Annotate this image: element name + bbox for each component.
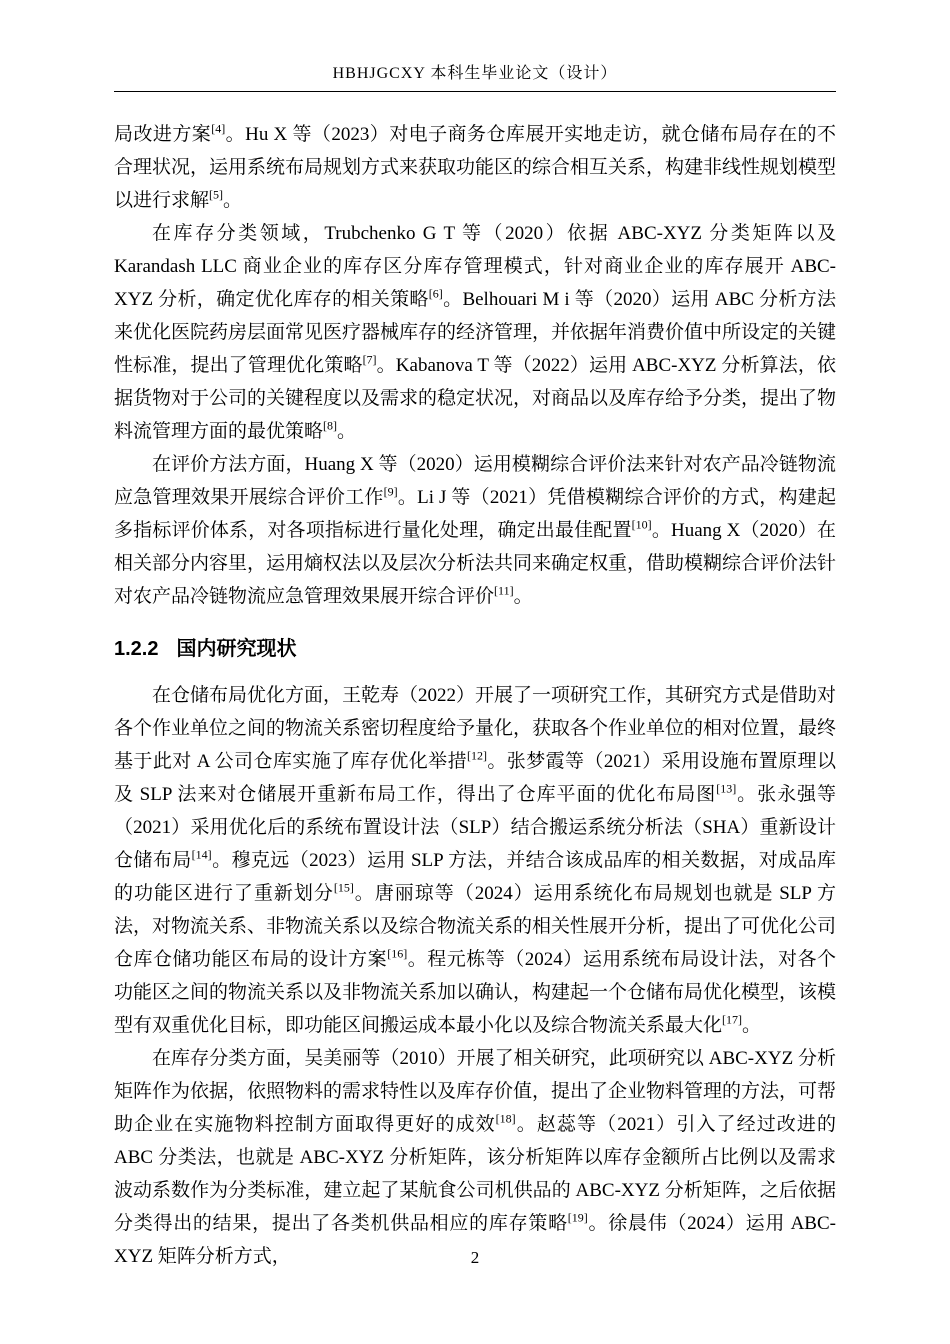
citation-marker: [14] [191,847,212,862]
paragraph [114,679,836,1042]
text-run: 。 [337,421,357,442]
citation-marker: [12] [466,748,487,763]
citation-marker: [10] [631,517,652,532]
text-run: 。Kabanova T 等（2022）运用 ABC-XYZ 分析算法，依据货物对于公司的关键程度以及需求的稳定状况，对商品以及库存给予分类，提出了物料流管理方面的最优策略 [114,355,837,442]
text-run: 。程元栋等（2024）运用系统布局设计法，对各个功能区之间的物流关系以及非物流关系加以确认，构建起一个仓储布局优化模型，该模型有双重优化目标，即功能区间搬运成本最小化以及综合物流关系最大化 [114,949,837,1036]
text-run: 。 [513,586,533,607]
citation-marker: [6] [428,286,443,301]
footer-page-number: 2 [470,1248,480,1267]
paragraph [114,448,836,613]
citation-marker: [19] [567,1210,588,1225]
text-run: 。Belhouari M i 等（2020）运用 ABC 分析方法来优化医院药房层面常见医疗器械库存的经济管理，并依据年消费价值中所设定的关键性标准，提出了管理优化策略 [114,289,837,376]
citation-marker: [13] [716,781,737,796]
text-run: 。张永强等（2021）采用优化后的系统布置设计法（SLP）结合搬运系统分析法（SHA）重新设计仓储布局 [114,784,836,871]
section-heading [114,635,836,663]
citation-marker: [7] [362,352,377,367]
page-footer [0,1248,950,1268]
text-run: 。唐丽琼等（2024）运用系统化布局规划也就是 SLP 方法，对物流关系、非物流关系以及综合物流关系的相关性展开分析，提出了可优化公司仓库仓储功能区布局的设计方案 [114,883,837,970]
citation-marker: [9] [383,484,398,499]
section-title: 国内研究现状 [176,638,297,660]
text-run: 。穆克远（2023）运用 SLP 方法，并结合该成品库的相关数据，对成品库的功能区进行了重新划分 [114,850,836,904]
section-number: 1.2.2 [114,638,159,660]
document-body [114,118,836,1273]
page-header [114,0,836,92]
citation-marker: [4] [211,121,226,136]
text-run: 在评价方法方面，Huang X 等（2020）运用模糊综合评价法来针对农产品冷链物流应急管理效果开展综合评价工作 [114,454,836,508]
text-run: 。徐晨伟（2024）运用 ABC-XYZ 矩阵分析方式， [114,1213,836,1267]
text-run: 。赵蕊等（2021）引入了经过改进的 ABC 分类法，也就是 ABC-XYZ 分析矩阵，该分析矩阵以库存金额所占比例以及需求波动系数作为分类标准，建立起了某航食公司机供品的 ABC-XYZ 分析矩阵，之后依据分类得出的结果，提出了各类机供品相应的库存策略 [114,1114,836,1234]
text-run: 局改进方案 [114,124,212,145]
citation-marker: [16] [387,946,408,961]
text-run: 。 [223,190,243,211]
text-run: 。Huang X（2020）在相关部分内容里，运用熵权法以及层次分析法共同来确定权重，借助模糊综合评价法针对农产品冷链物流应急管理效果展开综合评价 [114,520,837,607]
paragraph [114,217,836,448]
paragraph [114,118,836,217]
text-run: 在仓储布局优化方面，王乾寿（2022）开展了一项研究工作，其研究方式是借助对各个作业单位之间的物流关系密切程度给予量化，获取各个作业单位的相对位置，最终基于此对 A 公司仓库实施了库存优化举措 [114,685,837,772]
text-run: 在库存分类领域，Trubchenko G T 等（2020）依据 ABC-XYZ 分类矩阵以及 Karandash LLC 商业企业的库存区分库存管理模式，针对商业企业的库存展开 ABC-XYZ 分析，确定优化库存的相关策略 [114,223,836,310]
text-run: 。 [742,1015,762,1036]
citation-marker: [8] [323,418,338,433]
citation-marker: [18] [495,1111,516,1126]
citation-marker: [15] [333,880,354,895]
citation-marker: [5] [209,187,224,202]
text-run: 在库存分类方面，吴美丽等（2010）开展了相关研究，此项研究以 ABC-XYZ 分析矩阵作为依据，依照物料的需求特性以及库存价值，提出了企业物料管理的方法，可帮助企业在实施物料控制方面取得更好的成效 [114,1048,837,1135]
text-run: 。张梦霞等（2021）采用设施布置原理以及 SLP 法来对仓储展开重新布局工作，得出了仓库平面的优化布局图 [114,751,836,805]
header-title: HBHJGCXY 本科生毕业论文（设计） [332,65,618,82]
text-run: 。Hu X 等（2023）对电子商务仓库展开实地走访，就仓储布局存在的不合理状况，运用系统布局规划方式来获取功能区的综合相互关系，构建非线性规划模型以进行求解 [114,124,837,211]
text-run: 。Li J 等（2021）凭借模糊综合评价的方式，构建起多指标评价体系，对各项指标进行量化处理，确定出最佳配置 [114,487,836,541]
citation-marker: [17] [722,1012,743,1027]
citation-marker: [11] [494,583,514,598]
paragraph [114,1042,836,1273]
